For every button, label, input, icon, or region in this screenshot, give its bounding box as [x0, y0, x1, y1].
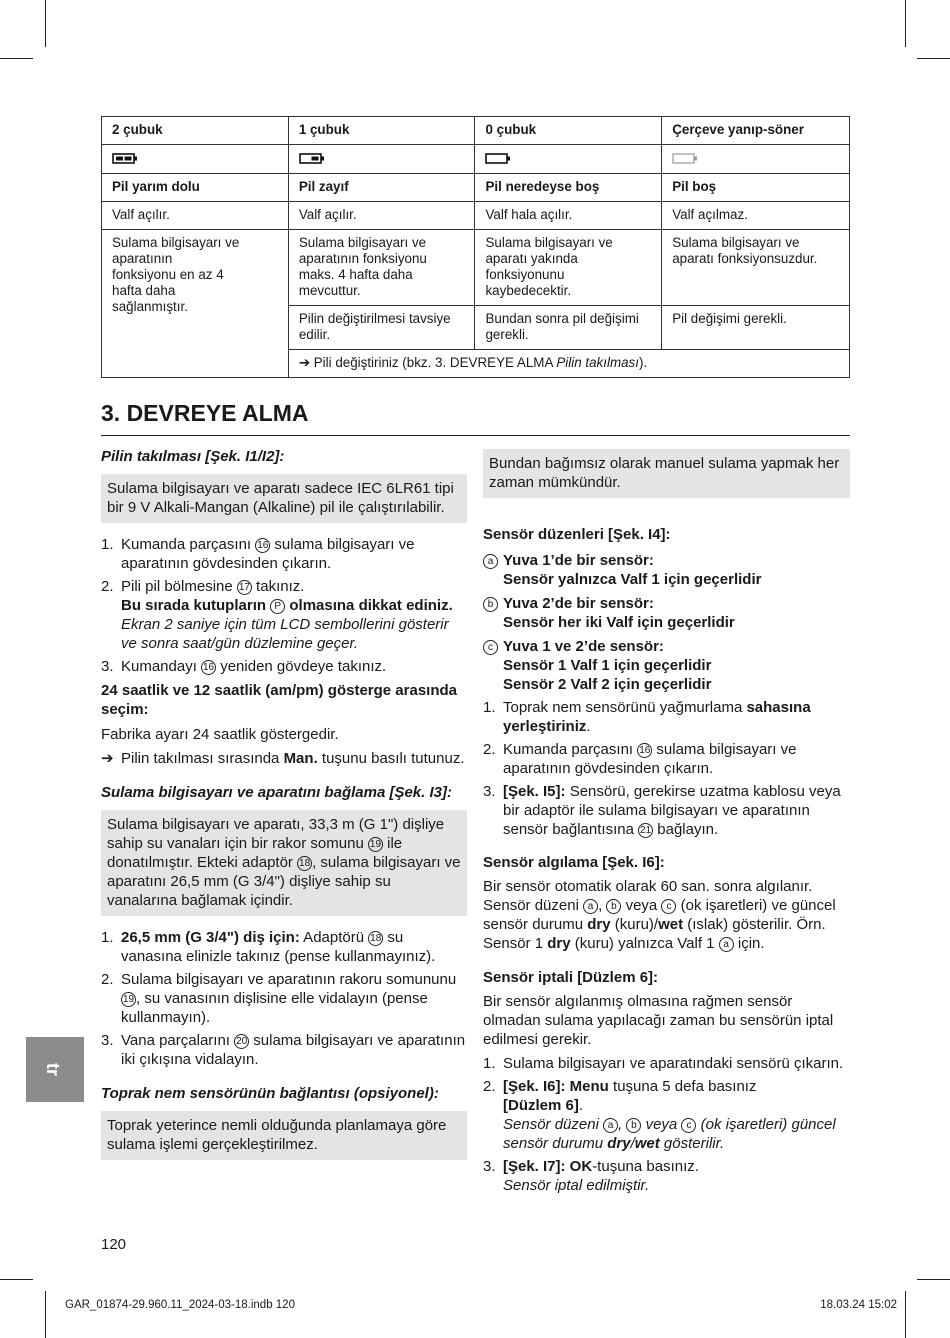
- crop-mark: [917, 1279, 950, 1280]
- connect-heading: Sulama bilgisayarı ve aparatını bağlama [Şek. I3]:: [101, 784, 452, 801]
- table-cell: Pil neredeyse boş: [475, 174, 662, 202]
- footer-file-info: GAR_01874-29.960.11_2024-03-18.indb 120: [65, 1299, 295, 1311]
- crop-mark: [45, 1291, 46, 1338]
- table-cell: Valf açılır.: [288, 202, 475, 230]
- reference-number: 18: [299, 858, 311, 869]
- table-cell: Valf açılır.: [102, 202, 289, 230]
- list-item: 2. Kumanda parçasını 16 sulama bilgisayarı ve aparatının gövdesinden çıkarın.: [483, 741, 797, 777]
- clock-format-text: Fabrika ayarı 24 saatlik göstergedir.: [101, 726, 339, 743]
- crop-mark: [905, 1291, 906, 1338]
- battery-two-bars-icon: [112, 153, 138, 164]
- reference-number: 20: [236, 1036, 248, 1047]
- arrow-icon: ➔: [101, 750, 114, 767]
- language-tab: tr: [26, 1037, 84, 1102]
- crop-mark: [905, 0, 906, 47]
- connect-info-box: Sulama bilgisayarı ve aparatı, 33,3 m (G 1") dişliye sahip su vanaları için bir rakor somunu 19 ile donatılmıştır. Ekteki adaptör 18 , sulama bilgisayarı ve aparatını 26,5 mm (G 3/4") dişliye sahip su vanalarına bağlamak içindir.: [101, 810, 467, 916]
- table-cell: Sulama bilgisayarı ve aparatının fonksiyonu en az 4 hafta daha sağlanmıştır.: [102, 230, 289, 378]
- reference-number: 19: [122, 994, 135, 1005]
- battery-info-box: Sulama bilgisayarı ve aparatı sadece IEC 6LR61 tipi bir 9 V Alkali-Mangan (Alkaline) pil ile çalıştırılabilir.: [101, 474, 467, 523]
- table-cell: Valf açılmaz.: [662, 202, 850, 230]
- table-cell: Sulama bilgisayarı ve aparatının fonksiyonu maks. 4 hafta daha mevcuttur.: [288, 230, 475, 306]
- polarity-symbol: P: [270, 599, 285, 614]
- list-item: 1. Toprak nem sensörünü yağmurlama sahasına yerleştiriniz.: [483, 699, 811, 735]
- list-item: a Yuva 1’de bir sensör: Sensör yalnızca Valf 1 için geçerlidir: [483, 551, 850, 589]
- mark-a-icon: a: [603, 1118, 618, 1133]
- mark-b-icon: b: [483, 597, 498, 612]
- mark-a-icon: a: [483, 554, 498, 569]
- mark-b-icon: b: [626, 1118, 641, 1133]
- reference-number: 16: [202, 662, 215, 673]
- table-cell: Pil değişimi gerekli.: [662, 306, 850, 350]
- battery-one-bar-icon: [299, 153, 325, 164]
- crop-mark: [0, 1279, 33, 1280]
- sensor-cancel-heading: Sensör iptali [Düzlem 6]:: [483, 969, 659, 986]
- sensor-detect-text: Bir sensör otomatik olarak 60 san. sonra algılanır. Sensör düzeni a , b veya c (ok işaretleri) ve güncel sensör durumu dry (kuru)/wet (ıslak) gösterilir. Örn. Sensör 1 dry (kuru) yalnızca Valf 1 a için.: [483, 878, 836, 952]
- list-item: c Yuva 1 ve 2’de sensör: Sensör 1 Valf 1 için geçerlidir Sensör 2 Valf 2 için geçerlidir: [483, 637, 850, 694]
- list-item: 3. [Şek. I5]: Sensörü, gerekirse uzatma kablosu veya bir adaptör ile sulama bilgisayarı ve aparatının sensör bağlantısına 21 bağlayın.: [483, 783, 841, 838]
- mark-a-icon: a: [719, 937, 734, 952]
- mark-a-icon: a: [583, 899, 598, 914]
- list-item: 2. [Şek. I6]: Menu tuşuna 5 defa basınız [Düzlem 6]. Sensör düzeni a , b veya c (ok işaretleri) güncel sensör durumu dry/wet gösterilir.: [483, 1078, 836, 1152]
- table-header-cell: 2 çubuk: [102, 117, 289, 145]
- list-item: 1. Kumanda parçasını 16 sulama bilgisayarı ve aparatının gövdesinden çıkarın.: [101, 536, 415, 572]
- list-item: 2. Pili pil bölmesine 17 takınız. Bu sırada kutupların P olmasına dikkat ediniz. Ekran 2 saniye için tüm LCD sembollerini gösterir ve sonra saat/gün düzlemine geçer.: [101, 578, 453, 652]
- table-cell: Pil zayıf: [288, 174, 475, 202]
- section-divider: [101, 435, 850, 436]
- list-item: 3. Vana parçalarını 20 sulama bilgisayarı ve aparatının iki çıkışına vidalayın.: [101, 1032, 466, 1068]
- manual-watering-box: Bundan bağımsız olarak manuel sulama yapmak her zaman mümkündür.: [483, 449, 850, 498]
- reference-number: 16: [257, 540, 269, 551]
- list-item: ➔ Pilin takılması sırasında Man. tuşunu basılı tutunuz.: [101, 750, 465, 767]
- soil-sensor-heading: Toprak nem sensörünün bağlantısı (opsiyonel):: [101, 1085, 439, 1102]
- table-function-row: [102, 230, 850, 306]
- mark-b-icon: b: [606, 899, 621, 914]
- footer-timestamp: 18.03.24 15:02: [820, 1299, 897, 1311]
- mark-c-icon: c: [661, 899, 676, 914]
- list-item: 3. [Şek. I7]: OK-tuşuna basınız. Sensör iptal edilmiştir.: [483, 1158, 699, 1194]
- clock-format-heading: 24 saatlik ve 12 saatlik (am/pm) gösterge arasında seçim:: [101, 682, 458, 718]
- list-item: 1. Sulama bilgisayarı ve aparatındaki sensörü çıkarın.: [483, 1055, 844, 1072]
- sensor-cancel-text: Bir sensör algılanmış olmasına rağmen sensör olmadan sulama yapılacağı zaman bu sensörün iptal edilmesi gerekir.: [483, 993, 834, 1048]
- battery-insert-heading: Pilin takılması [Şek. I1/I2]:: [101, 448, 285, 465]
- table-cell: Pilin değiştirilmesi tavsiye edilir.: [288, 306, 475, 350]
- table-header-row: [102, 117, 850, 145]
- table-cell: Sulama bilgisayarı ve aparatı fonksiyonsuzdur.: [662, 230, 850, 306]
- table-state-row: [102, 174, 850, 202]
- soil-sensor-info-box: Toprak yeterince nemli olduğunda planlamaya göre sulama işlemi gerçekleştirilmez.: [101, 1111, 467, 1160]
- list-item: b Yuva 2’de bir sensör: Sensör her iki Valf için geçerlidir: [483, 594, 850, 632]
- section-title: 3. DEVREYE ALMA: [101, 400, 309, 426]
- table-icon-row: [102, 145, 850, 174]
- reference-number: 17: [238, 582, 250, 593]
- battery-status-table: [101, 116, 850, 378]
- sensor-arrangement-heading: Sensör düzenleri [Şek. I4]:: [483, 526, 671, 543]
- table-header-cell: 0 çubuk: [475, 117, 662, 145]
- table-cell: Pil boş: [662, 174, 850, 202]
- right-column: [483, 449, 850, 1195]
- list-item: 1. 26,5 mm (G 3/4") diş için: Adaptörü 18 su vanasına elinizle takınız (pense kullanmayınız).: [101, 929, 436, 965]
- crop-mark: [917, 58, 950, 59]
- table-cell: Sulama bilgisayarı ve aparatı yakında fonksiyonunu kaybedecektir.: [475, 230, 662, 306]
- mark-c-icon: c: [483, 640, 498, 655]
- crop-mark: [0, 58, 33, 59]
- list-item: 2. Sulama bilgisayarı ve aparatının rakoru somununu 19 , su vanasının dişlisine elle vidalayın (pense kullanmayın).: [101, 971, 457, 1026]
- table-cell: Bundan sonra pil değişimi gerekli.: [475, 306, 662, 350]
- left-column: [101, 447, 467, 1160]
- crop-mark: [45, 0, 46, 47]
- table-valve-row: [102, 202, 850, 230]
- table-header-cell: 1 çubuk: [288, 117, 475, 145]
- reference-number: 19: [369, 839, 382, 850]
- page-number: 120: [101, 1236, 127, 1253]
- reference-number: 16: [639, 745, 651, 756]
- sensor-detect-heading: Sensör algılama [Şek. I6]:: [483, 854, 665, 871]
- table-cell: Pil yarım dolu: [102, 174, 289, 202]
- reference-number: 18: [370, 933, 382, 944]
- mark-c-icon: c: [681, 1118, 696, 1133]
- table-cell: Valf hala açılır.: [475, 202, 662, 230]
- table-header-cell: Çerçeve yanıp-söner: [662, 117, 850, 145]
- battery-empty-icon: [485, 153, 511, 164]
- reference-number: 21: [640, 825, 652, 836]
- list-item: 3. Kumandayı 16 yeniden gövdeye takınız.: [101, 658, 387, 675]
- table-note-cell: ➔ Pili değiştiriniz (bkz. 3. DEVREYE ALMA Pilin takılması).: [288, 350, 849, 378]
- battery-blinking-frame-icon: [672, 153, 698, 164]
